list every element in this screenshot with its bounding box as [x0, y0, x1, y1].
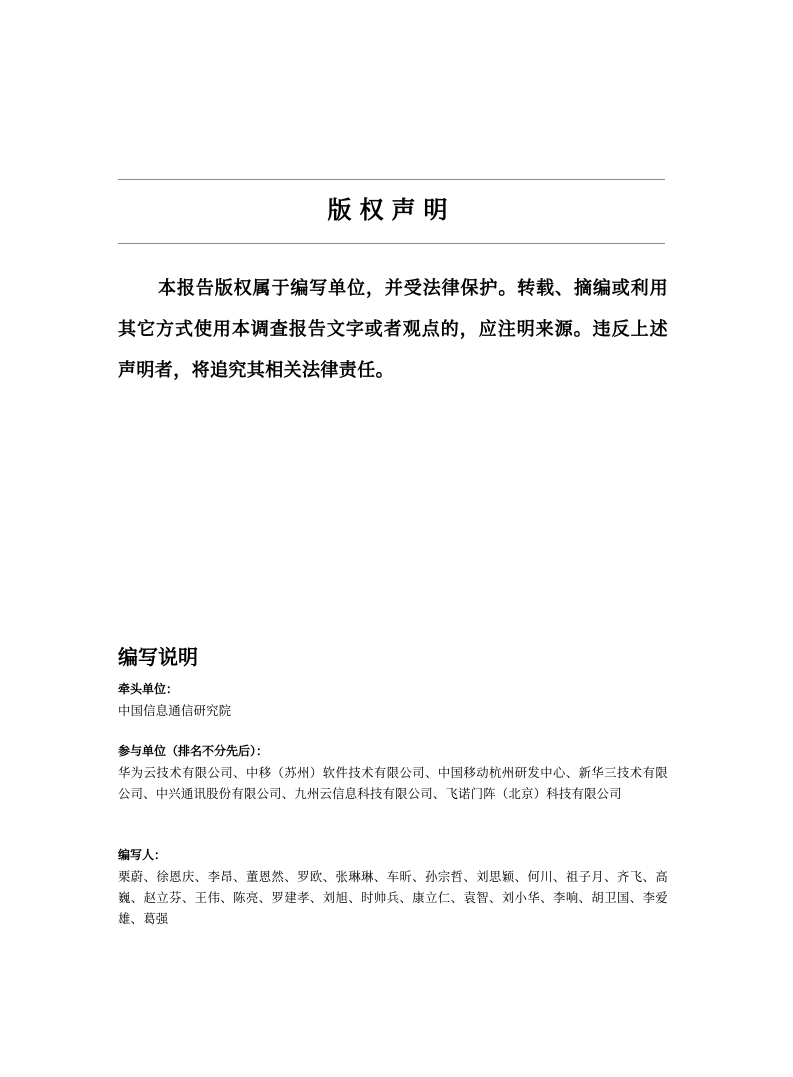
participants-section — [118, 742, 668, 805]
lead-unit-section — [118, 680, 668, 722]
authors-section — [118, 846, 668, 930]
title-top-rule — [118, 179, 665, 180]
notes-title: 编写说明 — [118, 645, 198, 669]
participants-text: 华为云技术有限公司、中移（苏州）软件技术有限公司、中国移动杭州研发中心、新华三技术有限公司、中兴通讯股份有限公司、九州云信息科技有限公司、飞诺门阵（北京）科技有限公司 — [118, 766, 668, 801]
authors-text: 栗蔚、徐恩庆、李昂、董恩然、罗欧、张琳琳、车昕、孙宗哲、刘思颖、何川、祖子月、齐飞、高巍、赵立芬、王伟、陈亮、罗建孝、刘旭、时帅兵、康立仁、袁智、刘小华、李响、胡卫国、李爱雄、葛强 — [118, 870, 668, 926]
copyright-statement: 本报告版权属于编写单位，并受法律保护。转载、摘编或利用其它方式使用本调查报告文字或者观点的，应注明来源。违反上述声明者，将追究其相关法律责任。 — [118, 278, 668, 381]
participants-label: 参与单位（排名不分先后）： — [118, 744, 269, 758]
authors-label: 编写人： — [118, 848, 167, 862]
lead-unit-label: 牵头单位： — [118, 682, 179, 696]
copyright-title: 版权声明 — [327, 195, 456, 224]
lead-unit-text: 中国信息通信研究院 — [118, 704, 232, 718]
title-bottom-rule — [118, 243, 665, 244]
